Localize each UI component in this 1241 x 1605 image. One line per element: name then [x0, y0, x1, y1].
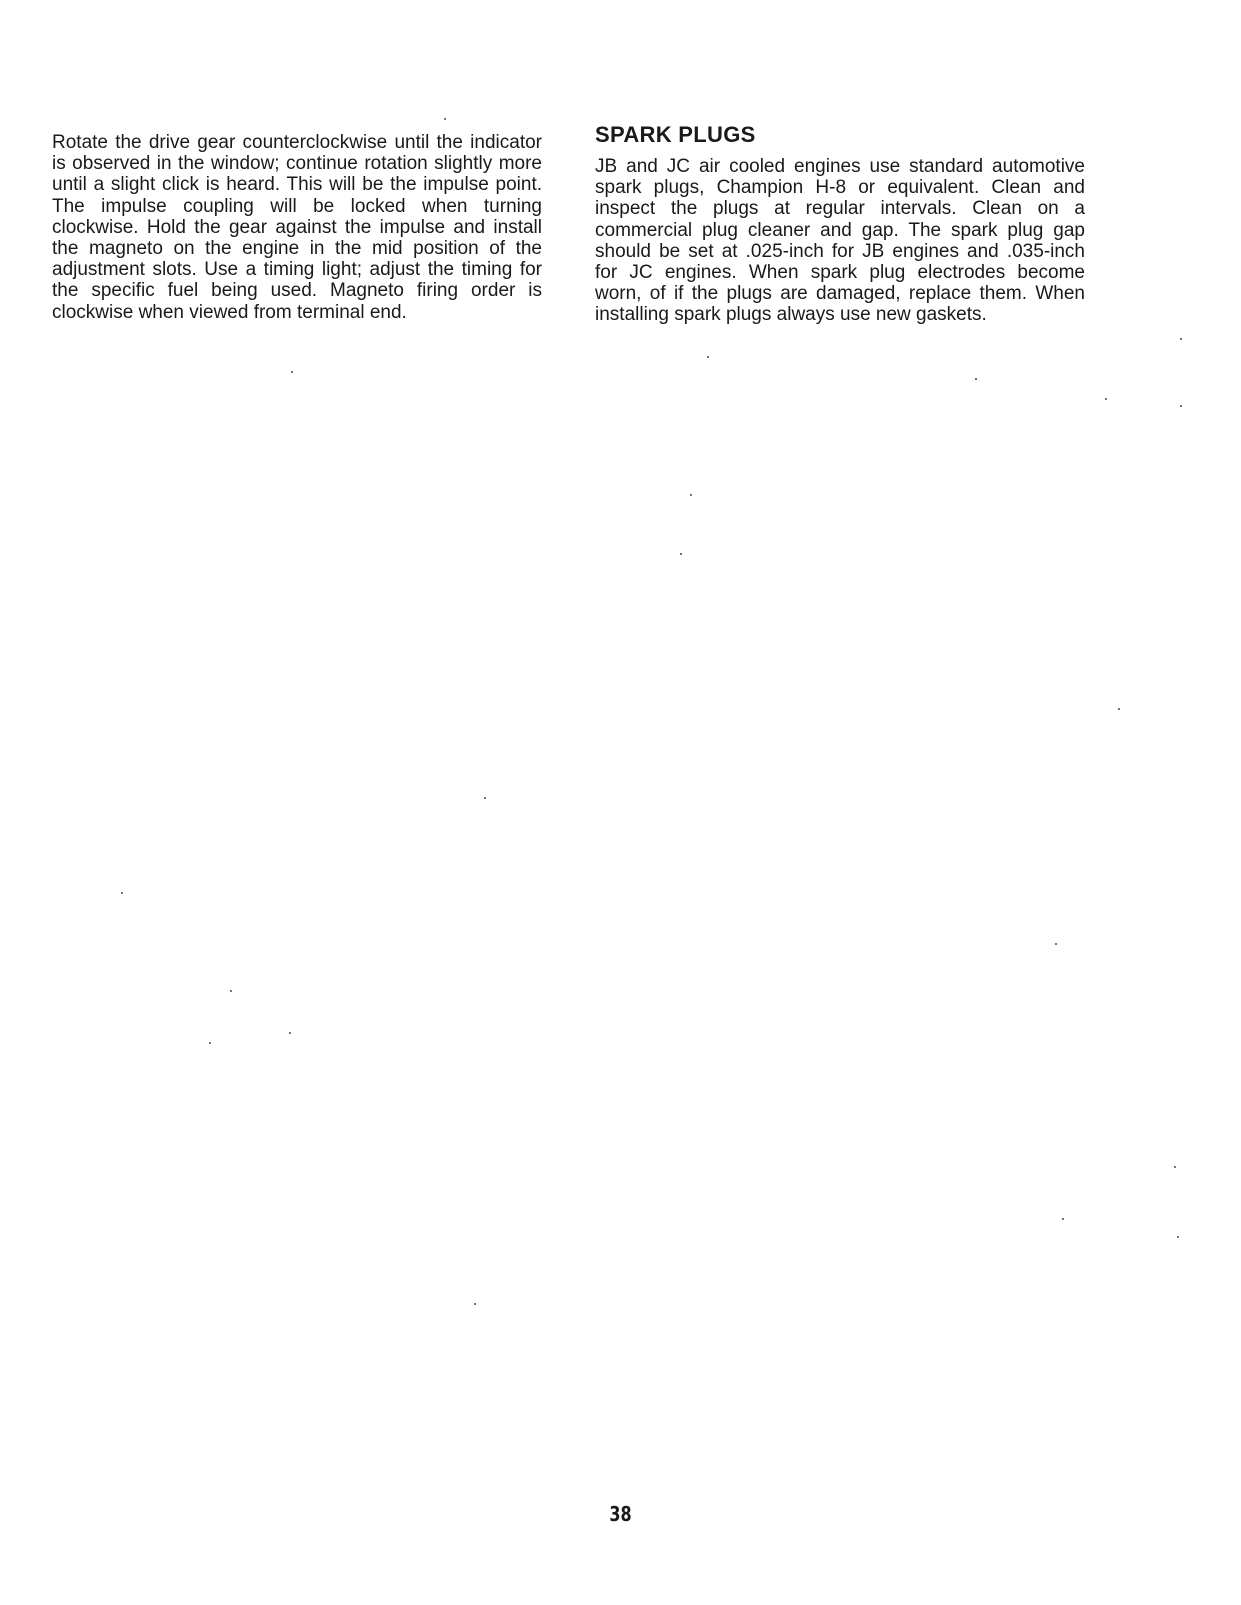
scan-speck — [975, 378, 977, 380]
page-number: 38 — [609, 1502, 632, 1526]
scan-speck — [209, 1042, 211, 1044]
scan-speck — [444, 118, 446, 120]
scan-speck — [690, 494, 692, 496]
spark-plugs-paragraph: JB and JC air cooled engines use standard automotive spark plugs, Champion H-8 or equivalent. Clean and inspect the plugs at regular intervals. Clean on a commercial plug cleaner and gap. The spark plug gap should be set at .025-inch for JB engines and .035-inch for JC engines. When spark plug electrodes become worn, of if the plugs are damaged, replace them. When installing spark plugs always use new gaskets. — [595, 156, 1085, 326]
scan-speck — [707, 356, 709, 358]
scan-speck — [1177, 1236, 1179, 1238]
magneto-timing-paragraph: Rotate the drive gear counterclockwise until the indicator is observed in the window; continue rotation slightly more until a slight click is heard. This will be the impulse point. The impulse coupling will be locked when turning clockwise. Hold the gear against the impulse and install the magneto on the engine in the mid position of the adjustment slots. Use a timing light; adjust the timing for the specific fuel being used. Magneto firing order is clockwise when viewed from terminal end. — [52, 132, 542, 323]
scan-speck — [1105, 398, 1107, 400]
right-column — [595, 122, 1085, 326]
scan-speck — [1180, 405, 1182, 407]
scan-speck — [1180, 338, 1182, 340]
scan-speck — [680, 553, 682, 555]
scan-speck — [484, 797, 486, 799]
spark-plugs-heading: SPARK PLUGS — [595, 122, 756, 147]
scan-speck — [1055, 943, 1057, 945]
scan-speck — [289, 1032, 291, 1034]
scan-speck — [1118, 708, 1120, 710]
scan-speck — [230, 990, 232, 992]
left-column — [52, 132, 542, 323]
scan-speck — [1174, 1166, 1176, 1168]
scan-speck — [291, 371, 293, 373]
scan-speck — [121, 892, 123, 894]
scan-speck — [1062, 1218, 1064, 1220]
scan-speck — [474, 1303, 476, 1305]
